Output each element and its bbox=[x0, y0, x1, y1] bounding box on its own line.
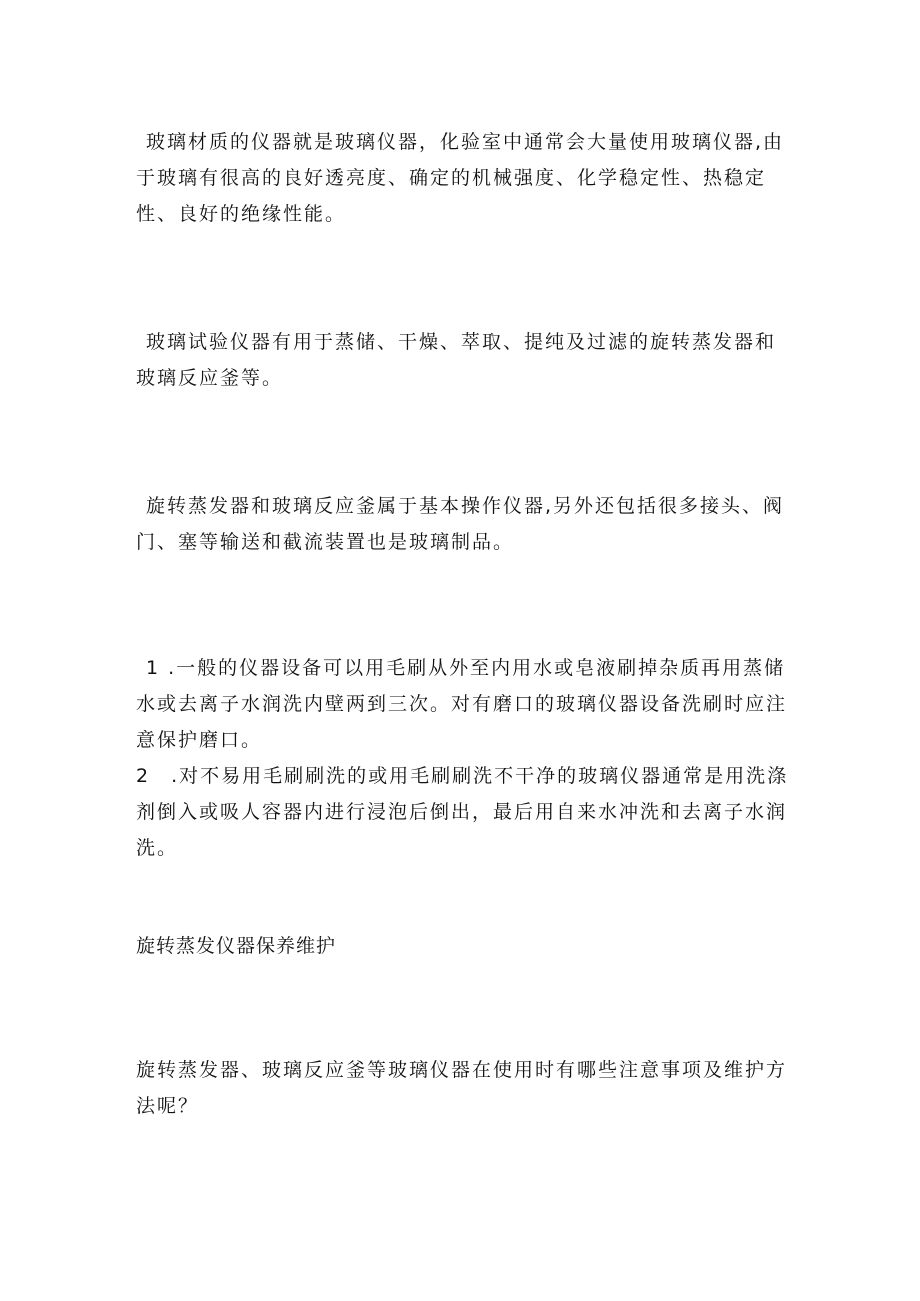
cleaning-steps-list bbox=[136, 650, 792, 866]
intro-paragraph: 玻璃材质的仪器就是玻璃仪器，化验室中通常会大量使用玻璃仪器,由于玻璃有很高的良好透亮度、确定的机械强度、化学稳定性、热稳定性、良好的绝缘性能。 bbox=[136, 131, 785, 225]
list-item: 2 .对不易用毛刷刷洗的或用毛刷刷洗不干净的玻璃仪器通常是用洗涤剂倒入或吸人容器内进行浸泡后倒出，最后用自来水冲洗和去离子水润洗。 bbox=[136, 765, 789, 859]
rotary-evaporator-paragraph: 旋转蒸发器和玻璃反应釜属于基本操作仪器,另外还包括很多接头、阀门、塞等输送和截流装置也是玻璃制品。 bbox=[136, 495, 785, 553]
closing-question: 旋转蒸发器、玻璃反应釜等玻璃仪器在使用时有哪些注意事项及维护方法呢？ bbox=[136, 1059, 788, 1117]
section-heading: 旋转蒸发仪器保养维护 bbox=[136, 935, 337, 957]
glass-instruments-paragraph: 玻璃试验仪器有用于蒸储、干燥、萃取、提纯及过滤的旋转蒸发器和玻璃反应釜等。 bbox=[136, 331, 777, 389]
list-item: 1 .一般的仪器设备可以用毛刷从外至内用水或皂液刷掉杂质再用蒸储水或去离子水润洗内壁两到三次。对有磨口的玻璃仪器设备洗刷时应注意保护磨口。 bbox=[136, 657, 788, 751]
